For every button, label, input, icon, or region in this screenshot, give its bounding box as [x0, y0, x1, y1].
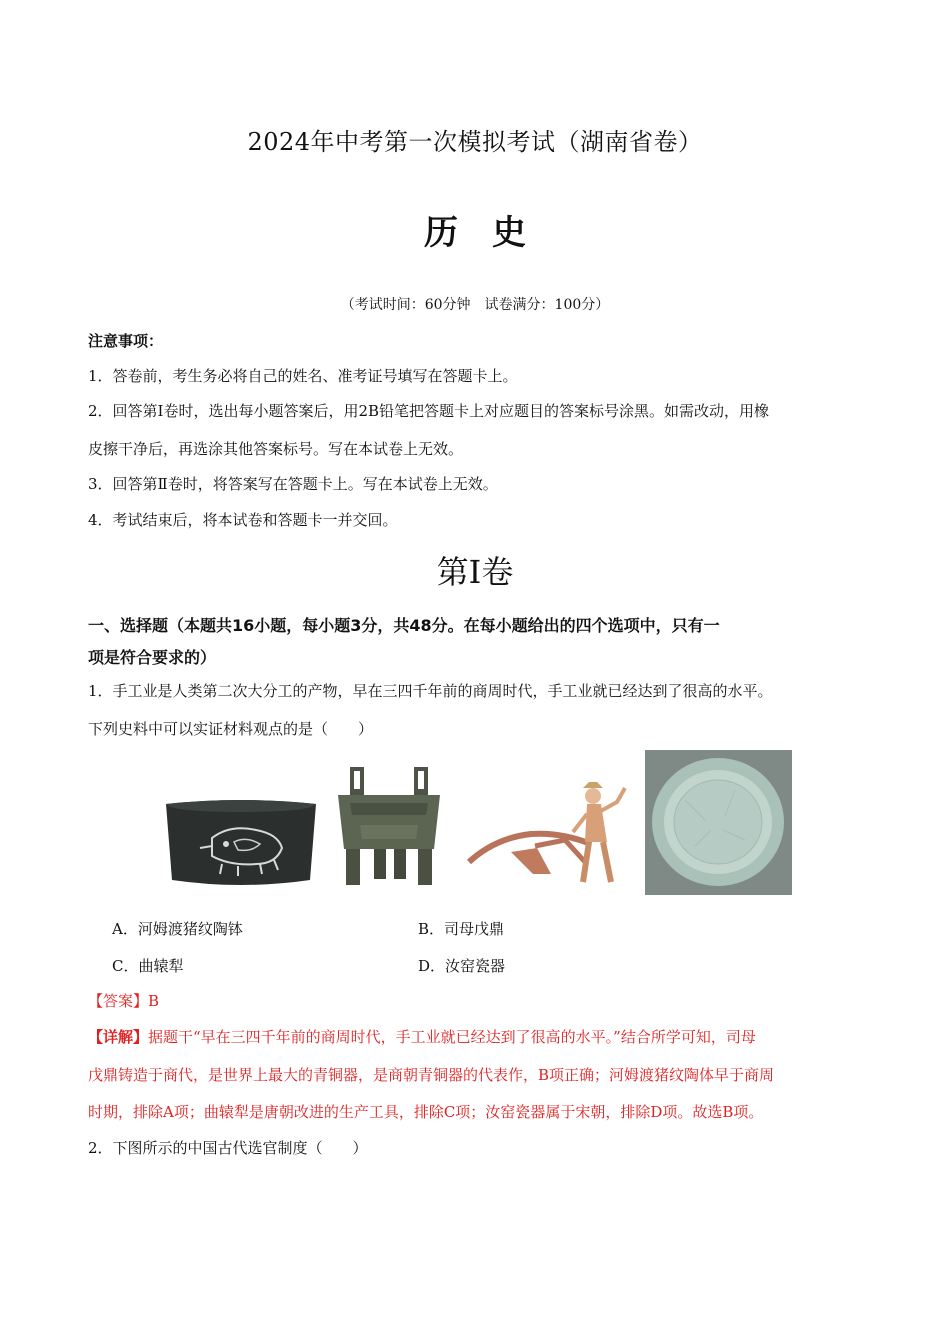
- q1-option-d[interactable]: D．汝窑瓷器: [418, 957, 506, 975]
- q1-stem-line1: 1．手工业是人类第二次大分工的产物，早在三四千年前的商周时代，手工业就已经达到了很高的水平。: [88, 682, 773, 700]
- note-item: 皮擦干净后，再选涂其他答案标号。写在本试卷上无效。: [88, 440, 464, 458]
- pig-pottery-bowl-image: [160, 798, 322, 890]
- note-item: 1．答卷前，考生务必将自己的姓名、准考证号填写在答题卡上。: [88, 367, 518, 385]
- ru-kiln-porcelain-image: [645, 750, 792, 895]
- q2-stem: 2．下图所示的中国古代选官制度（ ）: [88, 1139, 368, 1157]
- q1-stem-line2: 下列史料中可以实证材料观点的是（ ）: [88, 720, 374, 738]
- detail-text: 据题干“早在三四千年前的商周时代，手工业就已经达到了很高的水平。”结合所学可知，司母: [148, 1028, 756, 1046]
- q1-detail-line2: 戊鼎铸造于商代，是世界上最大的青铜器，是商朝青铜器的代表作，B项正确；河姆渡猪纹陶体早于商周: [88, 1066, 775, 1084]
- curved-shaft-plough-image: [465, 782, 635, 890]
- volume-title: 第Ⅰ卷: [436, 553, 514, 591]
- q1-detail-line3: 时期，排除A项；曲辕犁是唐朝改进的生产工具，排除C项；汝窑瓷器属于宋朝，排除D项。故选B项。: [88, 1103, 764, 1121]
- note-item: 3．回答第Ⅱ卷时，将答案写在答题卡上。写在本试卷上无效。: [88, 475, 498, 493]
- section-heading-line1: 一、选择题（本题共16小题，每小题3分，共48分。在每小题给出的四个选项中，只有一: [88, 616, 720, 635]
- detail-label: 【详解】: [88, 1028, 149, 1046]
- q1-option-c[interactable]: C．曲辕犁: [112, 957, 184, 975]
- simu-wu-ding-image: [330, 765, 448, 890]
- answer-value: B: [148, 992, 160, 1010]
- subject-title: 历史: [424, 213, 560, 253]
- note-item: 2．回答第Ⅰ卷时，选出每小题答案后，用2B铅笔把答题卡上对应题目的答案标号涂黑。如需改动，用橡: [88, 402, 770, 420]
- q1-option-b[interactable]: B．司母戊鼎: [418, 920, 505, 938]
- notes-heading: 注意事项：: [88, 332, 164, 350]
- note-item: 4．考试结束后，将本试卷和答题卡一并交回。: [88, 511, 398, 529]
- section-heading-line2: 项是符合要求的）: [88, 648, 217, 667]
- answer-label: 【答案】: [88, 992, 149, 1010]
- q1-answer: [88, 990, 868, 1012]
- exam-title: 2024年中考第一次模拟考试（湖南省卷）: [247, 128, 703, 156]
- q1-option-a[interactable]: A．河姆渡猪纹陶钵: [112, 920, 243, 938]
- q1-detail-line1: [88, 1026, 868, 1048]
- exam-info: （考试时间：60分钟 试卷满分：100分）: [340, 297, 610, 313]
